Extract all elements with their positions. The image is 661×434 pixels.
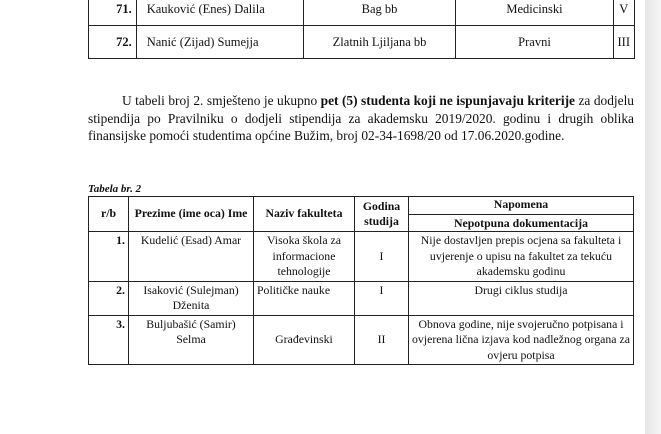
row-number: 2. [89, 281, 129, 315]
header-rb: r/b [89, 197, 129, 232]
header-note-subtitle: Nepotpuna dokumentacija [453, 215, 589, 230]
table-row [89, 0, 635, 26]
body-paragraph [88, 92, 634, 145]
header-faculty: Naziv fakulteta [254, 197, 355, 232]
table-caption: Tabela br. 2 [88, 183, 142, 195]
study-year: I [355, 232, 409, 282]
student-name: Isaković (Sulejman) Dženita [129, 281, 254, 315]
row-number: 72. [89, 26, 137, 59]
paragraph-bold-text: pet (5) studenta koji ne ispunjavaju kriterije [320, 93, 575, 108]
table-header-row [89, 197, 634, 232]
header-note-title: Napomena [409, 197, 633, 215]
study-year: I [355, 281, 409, 315]
student-faculty: Medicinski [456, 0, 613, 26]
table-row [89, 315, 634, 365]
header-year: Godina studija [355, 197, 409, 232]
study-year: V [613, 0, 635, 26]
row-note: Drugi ciklus studija [409, 281, 634, 315]
students-table-2 [88, 196, 634, 365]
student-name: Kudelić (Esad) Amar [129, 232, 254, 282]
paragraph-text-start: U tabeli broj 2. smješteno je ukupno [122, 93, 321, 108]
table-row [89, 232, 634, 282]
paragraph-text-rest: za dodjelu stipendija po Pravilniku o dodjeli stipendija za akademsku 2019/2020. godinu i drugih oblika finansijske pomoći studentima općine Bužim, broj 02-34-1698/20 od 17.06.2020.godine. [88, 93, 634, 144]
student-faculty: Političke nauke [254, 281, 355, 315]
row-note: Nije dostavljen prepis ocjena sa fakulteta i uvjerenje o upisu na fakultet za tekuću akademsku godinu [409, 232, 634, 282]
row-note: Obnova godine, nije svojeručno potpisana i ovjerena lična izjava kod nadležnog organa za ovjeru potpisa [409, 315, 634, 365]
study-year: II [355, 315, 409, 365]
study-year: III [613, 26, 635, 59]
student-name: Kauković (Enes) Dalila [136, 0, 303, 26]
row-number: 1. [89, 232, 129, 282]
page-edge [645, 0, 661, 434]
table-row [89, 281, 634, 315]
student-address: Zlatnih Ljiljana bb [303, 26, 456, 59]
row-number: 3. [89, 315, 129, 365]
header-note [409, 197, 634, 232]
student-name: Nanić (Zijad) Sumejja [136, 26, 303, 59]
row-number: 71. [89, 0, 137, 26]
student-address: Bag bb [303, 0, 456, 26]
student-faculty: Visoka škola za informacione tehnologije [254, 232, 355, 282]
student-faculty: Pravni [456, 26, 613, 59]
header-name: Prezime (ime oca) Ime [129, 197, 254, 232]
table-row [89, 26, 635, 59]
student-faculty: Građevinski [254, 315, 355, 365]
students-table-1 [88, 0, 635, 59]
student-name: Buljubašić (Samir) Selma [129, 315, 254, 365]
